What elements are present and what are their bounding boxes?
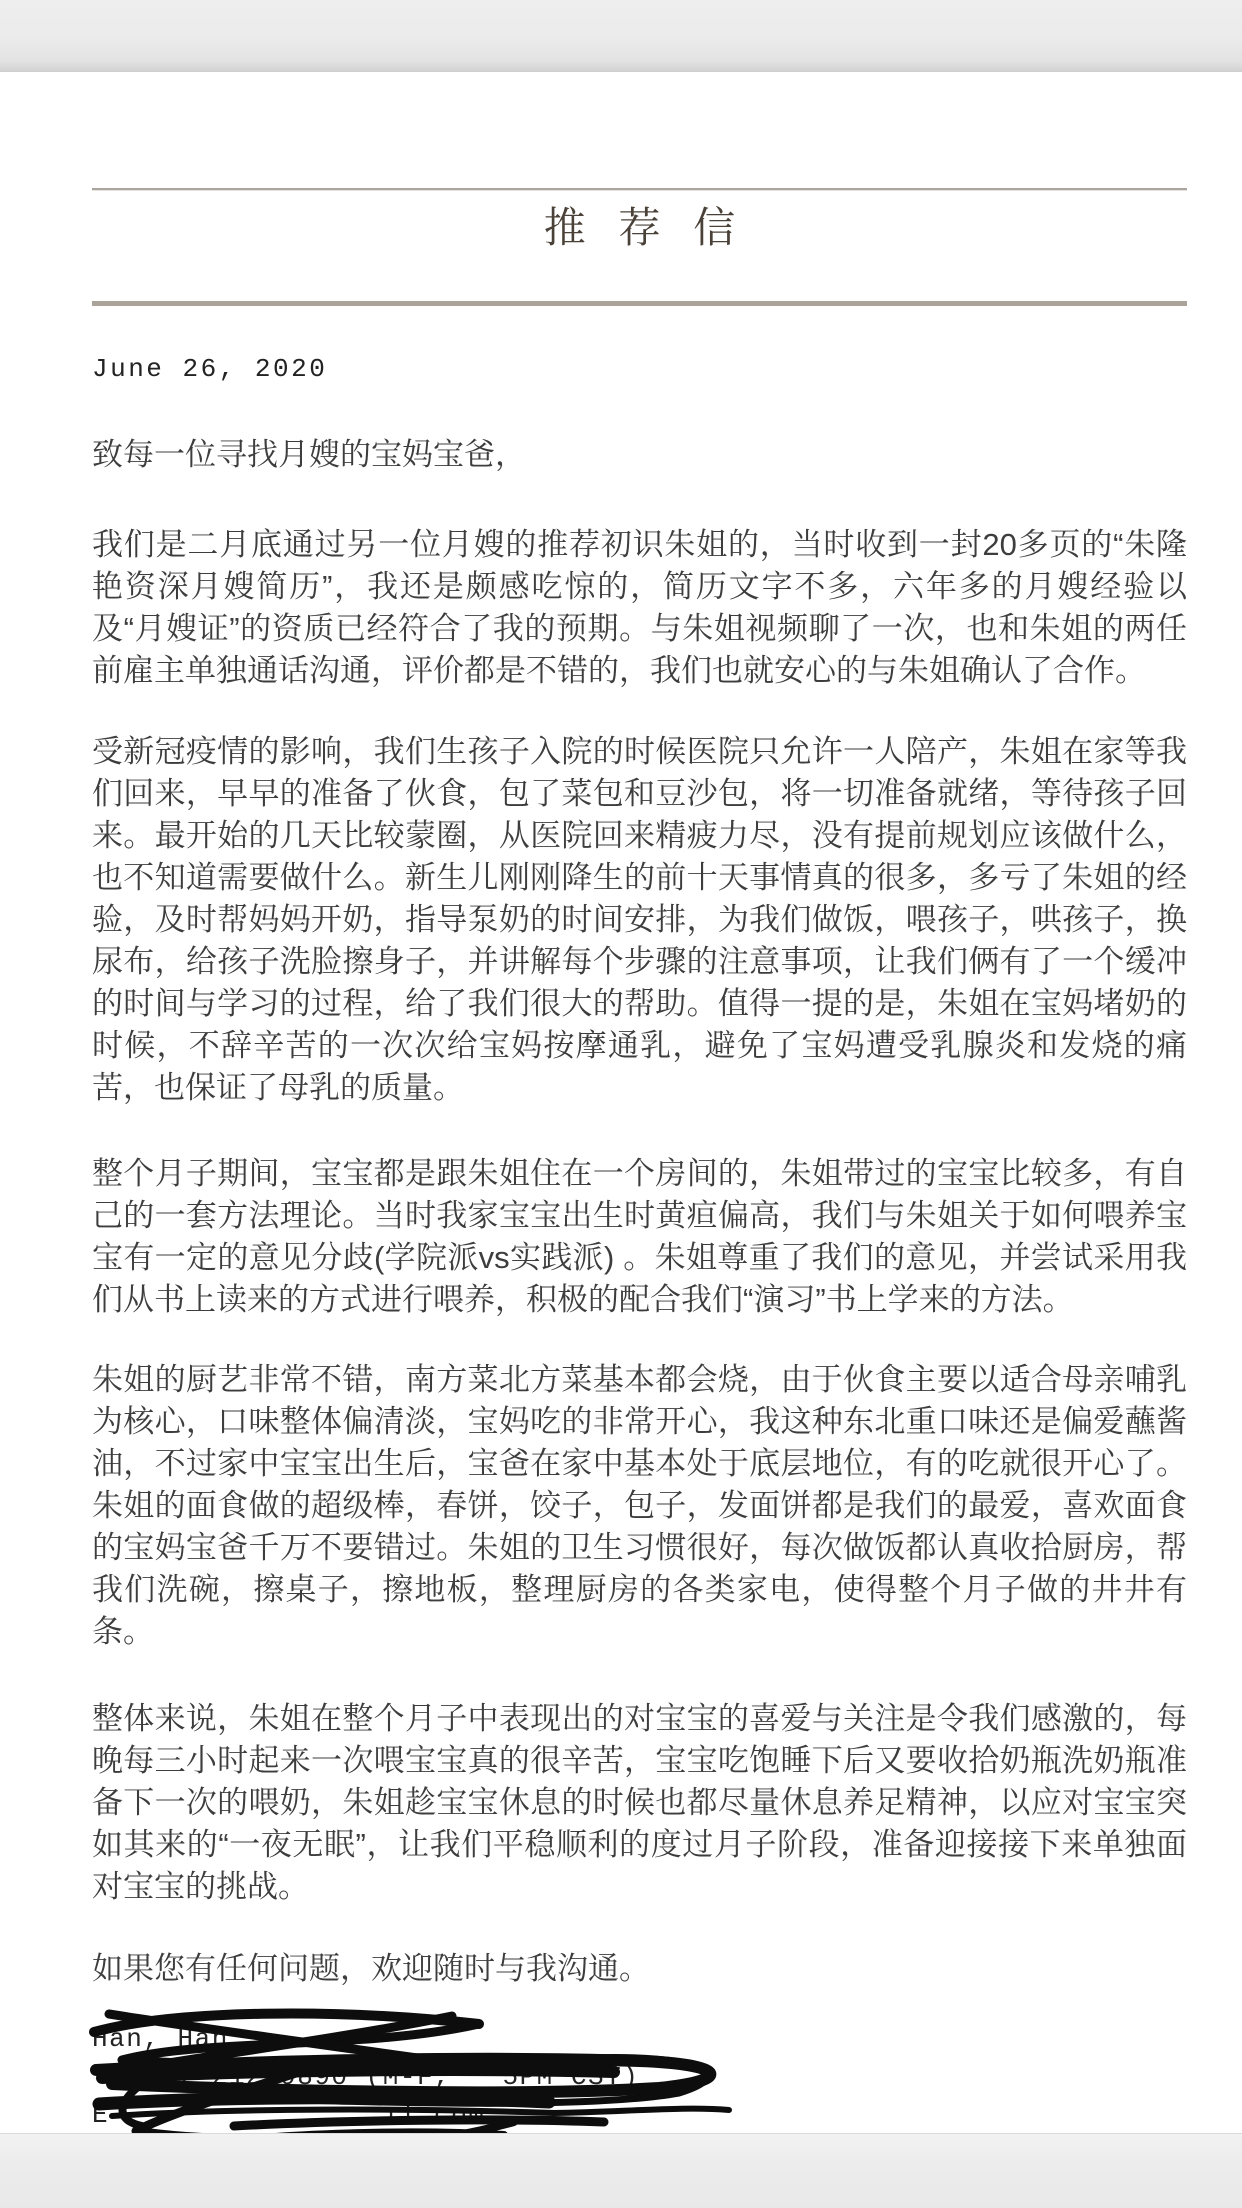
letter-body: [92, 524, 1187, 1908]
letter-paragraph: 朱姐的厨艺非常不错，南方菜北方菜基本都会烧，由于伙食主要以适合母亲哺乳为核心，口味整体偏清淡，宝妈吃的非常开心，我这种东北重口味还是偏爱蘸酱油，不过家中宝宝出生后，宝爸在家中基本处于底层地位，有的吃就很开心了。朱姐的面食做的超级棒，春饼，饺子，包子，发面饼都是我们的最爱，喜欢面食的宝妈宝爸千万不要错过。朱姐的卫生习惯很好，每次做饭都认真收拾厨房，帮我们洗碗，擦桌子，擦地板，整理厨房的各类家电，使得整个月子做的井井有条。: [92, 1362, 1187, 1649]
letter-date: June 26, 2020: [92, 354, 328, 384]
letter-paragraph: 受新冠疫情的影响，我们生孩子入院的时候医院只允许一人陪产，朱姐在家等我们回来，早早的准备了伙食，包了菜包和豆沙包，将一切准备就绪，等待孩子回来。最开始的几天比较蒙圈，从医院回来精疲力尽，没有提前规划应该做什么，也不知道需要做什么。新生儿刚刚降生的前十天事情真的很多，多亏了朱姐的经验，及时帮妈妈开奶，指导泵奶的时间安排，为我们做饭，喂孩子，哄孩子，换尿布，给孩子洗脸擦身子，并讲解每个步骤的注意事项，让我们俩有了一个缓冲的时间与学习的过程，给了我们很大的帮助。值得一提的是，朱姐在宝妈堵奶的时候，不辞辛苦的一次次给宝妈按摩通乳，避免了宝妈遭受乳腺炎和发烧的痛苦，也保证了母乳的质量。: [92, 734, 1187, 1105]
signature-block: [92, 2020, 852, 2134]
signature-email: E il.com: [92, 2100, 486, 2130]
letter-salutation: 致每一位寻找月嫂的宝妈宝爸，: [92, 437, 526, 472]
letter-title: 推荐信: [543, 206, 769, 252]
document-page: [0, 72, 1242, 2134]
header-rule-thick: [92, 301, 1187, 306]
signature-phone: 917-212-9890 (M-F, 5PM CST): [92, 2062, 640, 2092]
header-rule-thin: [92, 188, 1187, 191]
signature-name: Han, Han: [92, 2024, 229, 2054]
viewer-top-bar: [0, 0, 1242, 72]
viewer-bottom-bar: [0, 2133, 1242, 2208]
letter-paragraph: 整体来说，朱姐在整个月子中表现出的对宝宝的喜爱与关注是令我们感激的，每晚每三小时起来一次喂宝宝真的很辛苦，宝宝吃饱睡下后又要收拾奶瓶洗奶瓶准备下一次的喂奶，朱姐趁宝宝休息的时候也都尽量休息养足精神，以应对宝宝突如其来的“一夜无眠”，让我们平稳顺利的度过月子阶段，准备迎接接下来单独面对宝宝的挑战。: [92, 1701, 1187, 1904]
letter-paragraph: 我们是二月底通过另一位月嫂的推荐初识朱姐的，当时收到一封20多页的“朱隆艳资深月嫂简历”，我还是颇感吃惊的，简历文字不多，六年多的月嫂经验以及“月嫂证”的资质已经符合了我的预期。与朱姐视频聊了一次，也和朱姐的两任前雇主单独通话沟通，评价都是不错的，我们也就安心的与朱姐确认了合作。: [92, 527, 1187, 688]
letter-paragraph: 整个月子期间，宝宝都是跟朱姐住在一个房间的，朱姐带过的宝宝比较多，有自己的一套方法理论。当时我家宝宝出生时黄疸偏高，我们与朱姐关于如何喂养宝宝有一定的意见分歧(学院派vs实践派) 。朱姐尊重了我们的意见，并尝试采用我们从书上读来的方式进行喂养，积极的配合我们“演习”书上学来的方法。: [92, 1156, 1187, 1317]
letter-closing: 如果您有任何问题，欢迎随时与我沟通。: [92, 1951, 650, 1986]
